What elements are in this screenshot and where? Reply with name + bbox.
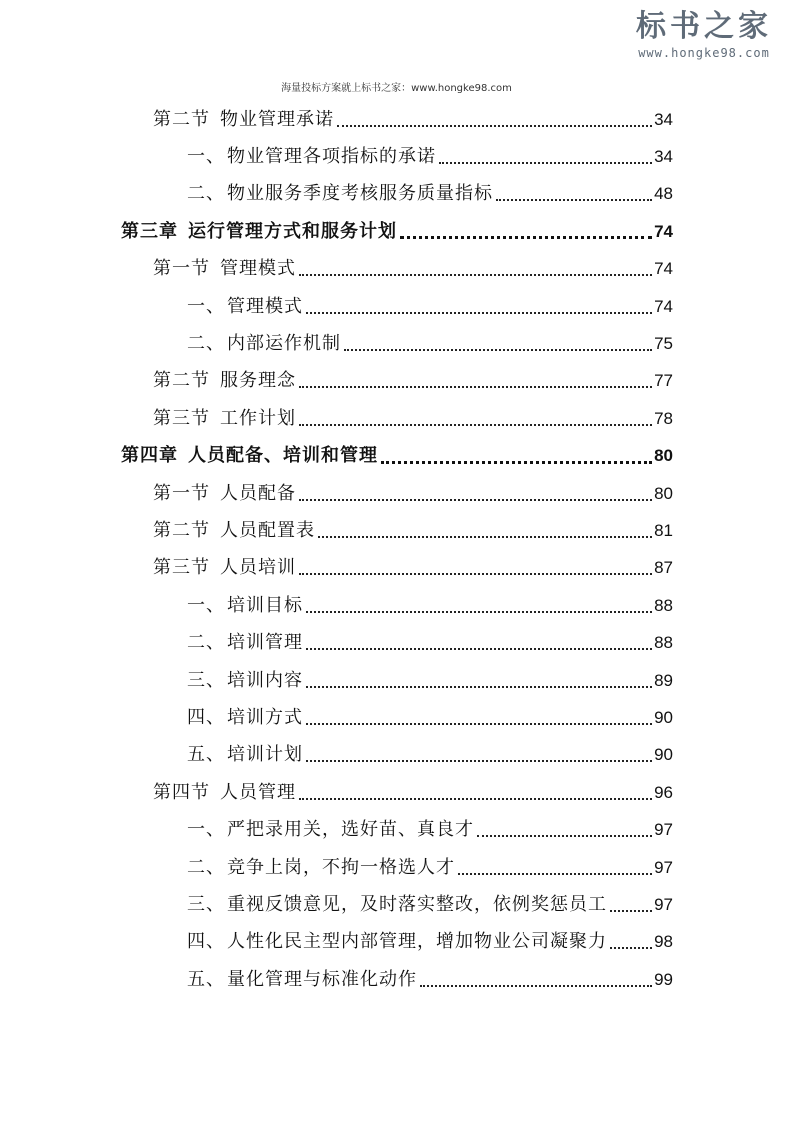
toc-entry-text: 培训计划 (227, 744, 303, 766)
toc-entry-text: 竞争上岗，不拘一格选人才 (227, 856, 455, 878)
toc-entry-title (187, 968, 417, 992)
toc-entry-text: 人员配置表 (220, 519, 315, 541)
toc-entry-text: 培训目标 (227, 594, 303, 616)
toc-entry-prefix: 第一节 (153, 258, 210, 280)
toc-entry-text: 人员配备、培训和管理 (188, 445, 378, 467)
toc-entry-item[interactable] (187, 138, 673, 175)
toc-dot-leader (299, 798, 652, 800)
toc-dot-leader (306, 760, 652, 762)
toc-entry-prefix: 第四章 (121, 445, 178, 467)
toc-entry-page-number: 77 (654, 371, 673, 391)
toc-entry-prefix: 四、 (187, 931, 225, 953)
toc-entry-page-number: 48 (654, 184, 673, 204)
toc-entry-text: 重视反馈意见，及时落实整改，依例奖惩员工 (227, 893, 607, 915)
toc-dot-leader (344, 349, 652, 351)
toc-entry-page-number: 78 (654, 408, 673, 428)
toc-entry-item[interactable] (187, 624, 673, 661)
toc-entry-title (187, 743, 303, 767)
toc-entry-page-number: 80 (654, 446, 673, 466)
toc-entry-prefix: 一、 (187, 819, 225, 841)
toc-dot-leader (439, 162, 652, 164)
toc-entry-text: 工作计划 (220, 407, 296, 429)
toc-entry-section[interactable] (153, 251, 673, 288)
toc-entry-title (187, 930, 607, 954)
toc-entry-title (153, 781, 296, 805)
toc-entry-item[interactable] (187, 924, 673, 961)
toc-entry-prefix: 第一节 (153, 482, 210, 504)
toc-entry-title (187, 182, 493, 206)
toc-entry-prefix: 一、 (187, 295, 225, 317)
toc-entry-text: 人员培训 (220, 557, 296, 579)
toc-entry-title (153, 482, 296, 506)
toc-entry-item[interactable] (187, 288, 673, 325)
toc-entry-prefix: 二、 (187, 632, 225, 654)
toc-entry-text: 量化管理与标准化动作 (227, 968, 417, 990)
toc-entry-title (187, 295, 303, 319)
toc-entry-chapter[interactable] (121, 438, 673, 475)
toc-dot-leader (299, 274, 652, 276)
toc-entry-item[interactable] (187, 662, 673, 699)
toc-entry-prefix: 五、 (187, 744, 225, 766)
toc-entry-page-number: 34 (654, 109, 673, 129)
toc-entry-section[interactable] (153, 550, 673, 587)
toc-entry-item[interactable] (187, 587, 673, 624)
toc-entry-section[interactable] (153, 512, 673, 549)
toc-dot-leader (496, 199, 652, 201)
toc-entry-page-number: 87 (654, 558, 673, 578)
toc-entry-section[interactable] (153, 363, 673, 400)
site-logo (629, 10, 779, 60)
toc-entry-prefix: 二、 (187, 333, 225, 355)
toc-entry-prefix: 三、 (187, 669, 225, 691)
toc-entry-page-number: 97 (654, 894, 673, 914)
toc-dot-leader (306, 611, 652, 613)
toc-entry-item[interactable] (187, 176, 673, 213)
toc-entry-title (153, 369, 296, 393)
toc-entry-title (187, 893, 607, 917)
toc-entry-prefix: 三、 (187, 893, 225, 915)
toc-entry-title (187, 332, 341, 356)
toc-entry-prefix: 五、 (187, 968, 225, 990)
toc-entry-item[interactable] (187, 886, 673, 923)
toc-entry-title (187, 856, 455, 880)
toc-entry-prefix: 二、 (187, 183, 225, 205)
toc-entry-page-number: 74 (654, 259, 673, 279)
toc-entry-page-number: 74 (654, 221, 673, 241)
toc-entry-prefix: 第二节 (153, 519, 210, 541)
toc-entry-text: 人性化民主型内部管理，增加物业公司凝聚力 (227, 931, 607, 953)
toc-entry-text: 人员管理 (220, 781, 296, 803)
toc-entry-title (153, 257, 296, 281)
toc-entry-page-number: 97 (654, 857, 673, 877)
toc-entry-item[interactable] (187, 961, 673, 998)
toc-entry-text: 服务理念 (220, 370, 296, 392)
toc-entry-title (187, 669, 303, 693)
toc-dot-leader (318, 536, 652, 538)
toc-dot-leader (400, 236, 652, 239)
page-header-text: 海量投标方案就上标书之家：www.hongke98.com (281, 83, 512, 94)
toc-entry-title (153, 556, 296, 580)
toc-entry-prefix: 二、 (187, 856, 225, 878)
toc-entry-prefix: 一、 (187, 146, 225, 168)
toc-entry-title (153, 519, 315, 543)
toc-entry-page-number: 90 (654, 707, 673, 727)
toc-dot-leader (306, 648, 652, 650)
toc-entry-text: 物业管理承诺 (220, 108, 334, 130)
toc-entry-page-number: 81 (654, 520, 673, 540)
toc-entry-page-number: 99 (654, 969, 673, 989)
logo-brand-text: 标书之家 (636, 9, 772, 44)
toc-entry-page-number: 96 (654, 782, 673, 802)
toc-entry-title (121, 220, 397, 244)
toc-dot-leader (299, 386, 652, 388)
toc-dot-leader (477, 835, 652, 837)
toc-entry-prefix: 第二节 (153, 370, 210, 392)
toc-entry-page-number: 75 (654, 334, 673, 354)
toc-entry-text: 物业管理各项指标的承诺 (227, 146, 436, 168)
toc-entry-section[interactable] (153, 101, 673, 138)
toc-entry-chapter[interactable] (121, 213, 673, 250)
toc-entry-prefix: 第二节 (153, 108, 210, 130)
toc-entry-page-number: 98 (654, 932, 673, 952)
toc-entry-item[interactable] (187, 811, 673, 848)
toc-entry-text: 内部运作机制 (227, 333, 341, 355)
toc-entry-text: 运行管理方式和服务计划 (188, 220, 397, 242)
toc-entry-section[interactable] (153, 400, 673, 437)
toc-dot-leader (610, 910, 652, 912)
toc-entry-item[interactable] (187, 737, 673, 774)
toc-dot-leader (299, 499, 652, 501)
toc-entry-section[interactable] (153, 774, 673, 811)
toc-entry-title (153, 407, 296, 431)
toc-dot-leader (420, 985, 652, 987)
toc-entry-item[interactable] (187, 849, 673, 886)
table-of-contents (0, 101, 793, 998)
toc-dot-leader (306, 723, 652, 725)
toc-entry-text: 培训内容 (227, 669, 303, 691)
toc-entry-item[interactable] (187, 325, 673, 362)
toc-entry-title (187, 631, 303, 655)
toc-dot-leader (337, 125, 652, 127)
toc-entry-prefix: 第四节 (153, 781, 210, 803)
toc-dot-leader (306, 312, 652, 314)
toc-dot-leader (381, 461, 652, 464)
toc-entry-prefix: 第三节 (153, 407, 210, 429)
toc-entry-text: 培训管理 (227, 632, 303, 654)
toc-entry-page-number: 80 (654, 483, 673, 503)
toc-entry-text: 管理模式 (220, 258, 296, 280)
toc-dot-leader (299, 573, 652, 575)
toc-entry-title (121, 444, 378, 468)
toc-entry-text: 培训方式 (227, 706, 303, 728)
toc-entry-section[interactable] (153, 475, 673, 512)
toc-entry-text: 管理模式 (227, 295, 303, 317)
toc-entry-title (187, 594, 303, 618)
toc-entry-page-number: 88 (654, 633, 673, 653)
toc-entry-prefix: 第三节 (153, 557, 210, 579)
logo-site-url: www.hongke98.com (638, 46, 770, 60)
toc-entry-page-number: 74 (654, 296, 673, 316)
toc-entry-prefix: 四、 (187, 706, 225, 728)
toc-entry-title (153, 108, 334, 132)
toc-entry-prefix: 第三章 (121, 220, 178, 242)
toc-dot-leader (299, 424, 652, 426)
toc-entry-title (187, 706, 303, 730)
toc-entry-text: 严把录用关，选好苗、真良才 (227, 819, 474, 841)
toc-entry-prefix: 一、 (187, 594, 225, 616)
toc-entry-page-number: 89 (654, 670, 673, 690)
toc-dot-leader (610, 947, 652, 949)
toc-entry-page-number: 90 (654, 745, 673, 765)
toc-dot-leader (458, 873, 652, 875)
toc-dot-leader (306, 686, 652, 688)
toc-entry-page-number: 97 (654, 820, 673, 840)
toc-entry-page-number: 34 (654, 147, 673, 167)
toc-entry-title (187, 818, 474, 842)
toc-entry-item[interactable] (187, 699, 673, 736)
toc-entry-text: 人员配备 (220, 482, 296, 504)
toc-entry-text: 物业服务季度考核服务质量指标 (227, 183, 493, 205)
toc-entry-page-number: 88 (654, 595, 673, 615)
toc-entry-title (187, 145, 436, 169)
